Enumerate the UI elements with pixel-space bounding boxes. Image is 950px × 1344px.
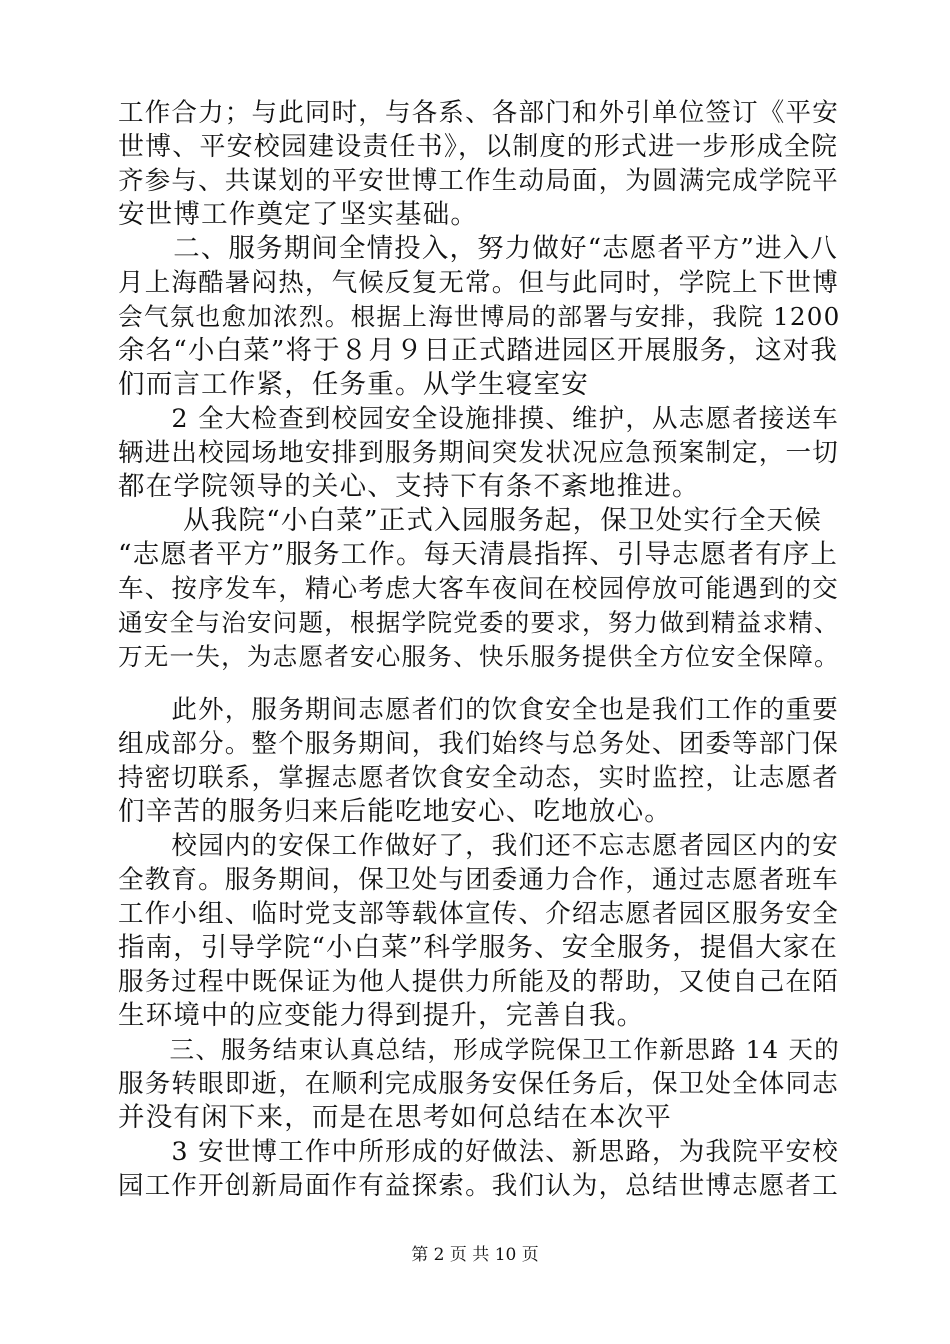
text-line: 服务转眼即逝，在顺利完成服务安保任务后，保卫处全体同志 <box>118 1069 839 1099</box>
text-line: 指南，引导学院“小白菜”科学服务、安全服务，提倡大家在 <box>118 932 838 963</box>
text-line: 们而言工作紧，任务重。从学生寝室安 <box>118 369 589 400</box>
text-line: 三、服务结束认真总结，形成学院保卫工作新思路 14 天的 <box>118 1035 840 1064</box>
text-line: 工作小组、临时党支部等载体宣传、介绍志愿者园区服务安全 <box>118 899 839 929</box>
text-line: 3 安世博工作中所形成的好做法、新思路，为我院平安校 <box>118 1137 839 1167</box>
text-line: 全教育。服务期间，保卫处与团委通力合作，通过志愿者班车 <box>118 865 839 895</box>
text-line: 从我院“小白菜”正式入园服务起，保卫处实行全天候 <box>118 505 822 536</box>
page-footer: 第 2 页 共 10 页 <box>411 1245 539 1265</box>
text-line: 月上海酷暑闷热，气候反复无常。但与此同时，学院上下世博 <box>118 268 839 298</box>
text-line: 都在学院领导的关心、支持下有条不紊地推进。 <box>118 471 700 502</box>
text-line: 们辛苦的服务归来后能吃地安心、吃地放心。 <box>118 796 672 827</box>
text-line: 余名“小白菜”将于８月９日正式踏进园区开展服务，这对我 <box>118 335 838 366</box>
text-line: 持密切联系，掌握志愿者饮食安全动态，实时监控，让志愿者 <box>118 763 839 793</box>
text-line: 通安全与治安问题，根据学院党委的要求，努力做到精益求精、 <box>118 608 840 637</box>
text-line: 二、服务期间全情投入，努力做好“志愿者平方”进入八 <box>118 233 838 264</box>
text-line: 生环境中的应变能力得到提升，完善自我。 <box>118 1000 645 1031</box>
text-line: 服务过程中既保证为他人提供力所能及的帮助，又使自己在陌 <box>118 967 839 997</box>
text-line: “志愿者平方”服务工作。每天清晨指挥、引导志愿者有序上 <box>118 539 838 570</box>
text-line: 并没有闲下来，而是在思考如何总结在本次平 <box>118 1102 672 1133</box>
text-line: 此外，服务期间志愿者们的饮食安全也是我们工作的重要 <box>118 695 839 725</box>
text-line: 世博、平安校园建设责任书》，以制度的形式进一步形成全院 <box>118 132 839 162</box>
text-line: 安世博工作奠定了坚实基础。 <box>118 199 479 230</box>
text-line: 园工作开创新局面作有益探索。我们认为，总结世博志愿者工 <box>118 1171 839 1201</box>
text-line: 辆进出校园场地安排到服务期间突发状况应急预案制定，一切 <box>118 438 839 468</box>
text-line: 车、按序发车，精心考虑大客车夜间在校园停放可能遇到的交 <box>118 574 839 604</box>
text-line: 齐参与、共谋划的平安世博工作生动局面，为圆满完成学院平 <box>118 166 839 196</box>
text-line: 工作合力；与此同时，与各系、各部门和外引单位签订《平安 <box>118 98 839 128</box>
text-line: 2 全大检查到校园安全设施排摸、维护，从志愿者接送车 <box>118 404 839 434</box>
text-line: 会气氛也愈加浓烈。根据上海世博局的部署与安排，我院 1200 <box>118 302 841 331</box>
text-line: 校园内的安保工作做好了，我们还不忘志愿者园区内的安 <box>118 831 839 861</box>
text-line: 组成部分。整个服务期间，我们始终与总务处、团委等部门保 <box>118 729 839 759</box>
text-line: 万无一失，为志愿者安心服务、快乐服务提供全方位安全保障。 <box>118 642 840 671</box>
